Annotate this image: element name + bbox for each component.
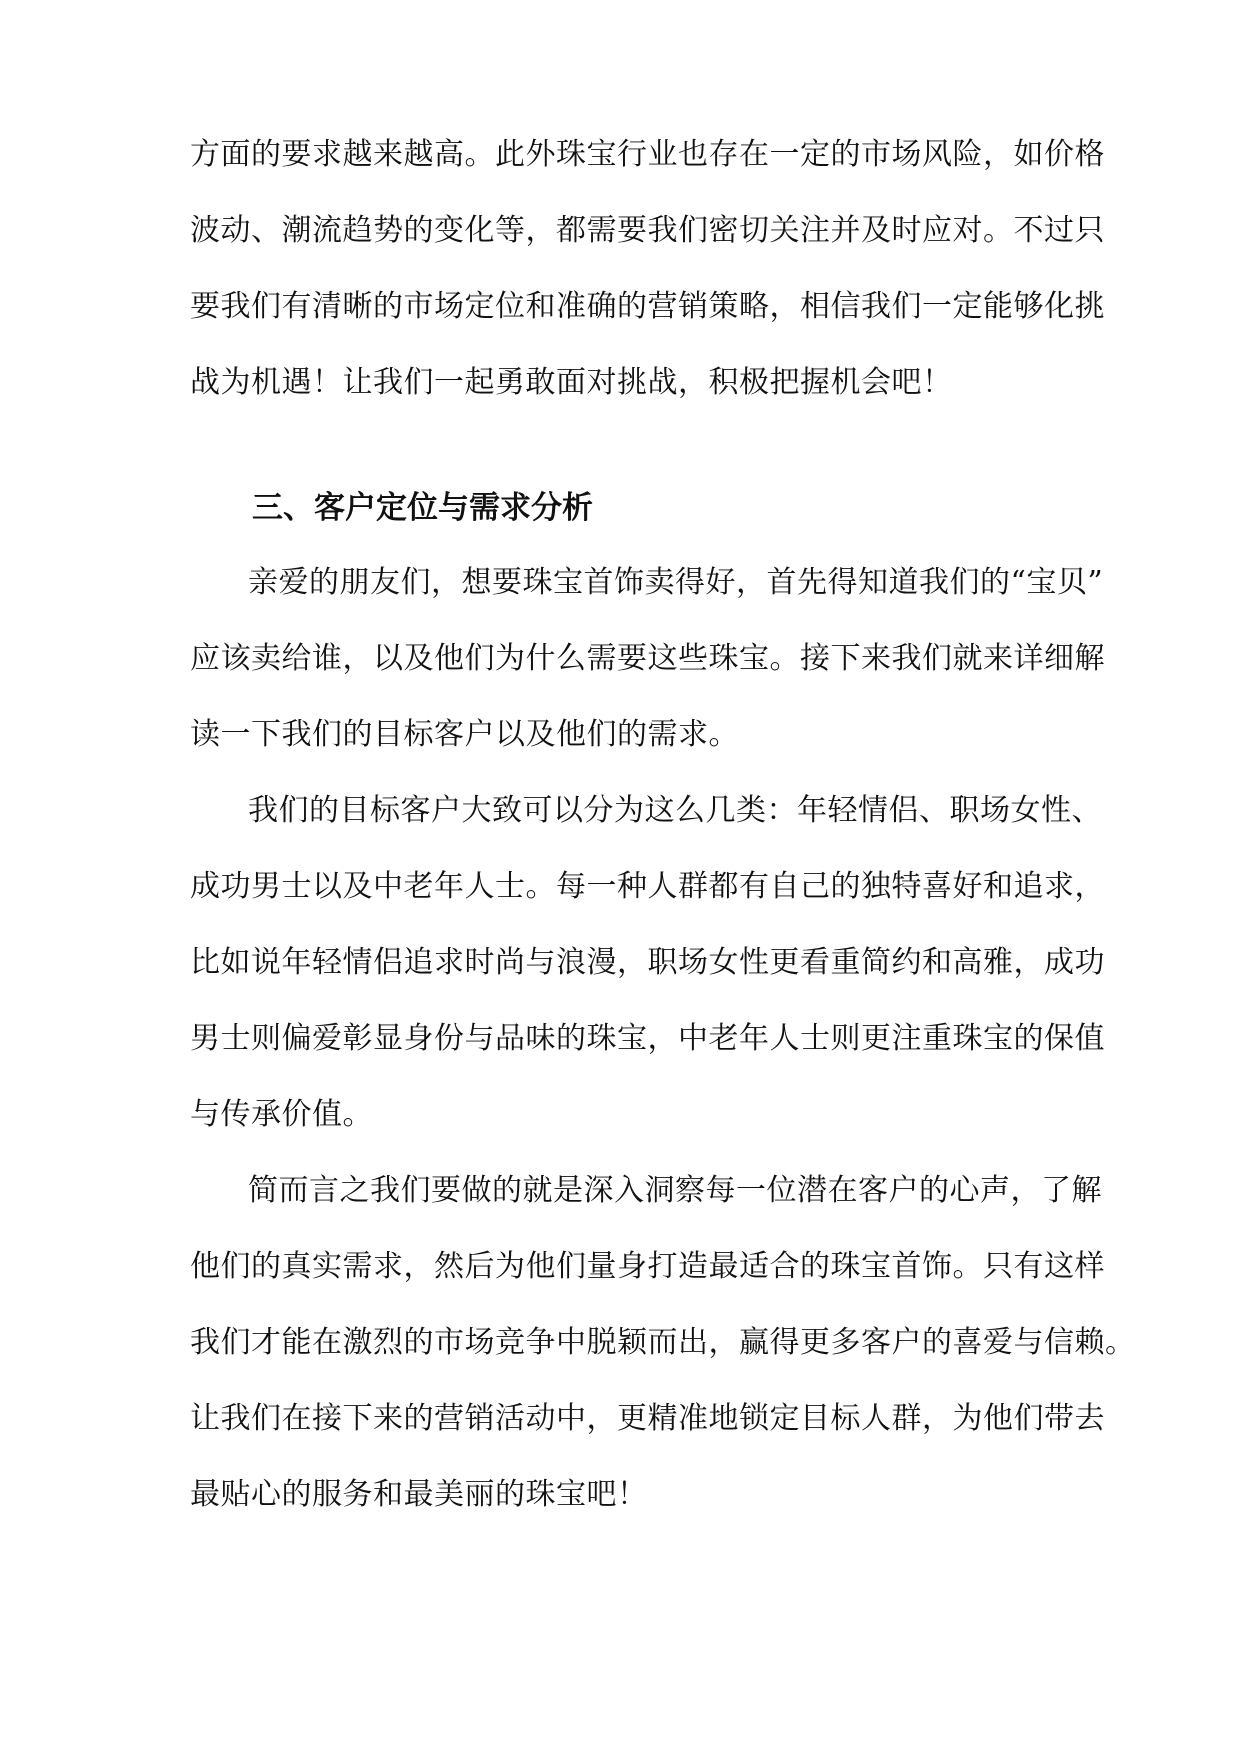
body-text-line: 我们的目标客户大致可以分为这么几类：年轻情侣、职场女性、: [248, 793, 1102, 828]
body-text-line: 要我们有清晰的市场定位和准确的营销策略，相信我们一定能够化挑: [190, 289, 1105, 324]
body-text-line: 让我们在接下来的营销活动中，更精准地锁定目标人群，为他们带去: [190, 1401, 1105, 1436]
body-text-line: 方面的要求越来越高。此外珠宝行业也存在一定的市场风险，如价格: [190, 137, 1105, 172]
body-text-line: 他们的真实需求，然后为他们量身打造最适合的珠宝首饰。只有这样: [190, 1249, 1105, 1284]
body-text-line: 男士则偏爱彰显身份与品味的珠宝，中老年人士则更注重珠宝的保值: [190, 1021, 1105, 1056]
body-text-line: 波动、潮流趋势的变化等，都需要我们密切关注并及时应对。不过只: [190, 213, 1105, 248]
body-text-line: 读一下我们的目标客户以及他们的需求。: [190, 717, 739, 752]
body-text-line: 战为机遇！让我们一起勇敢面对挑战，积极把握机会吧！: [190, 365, 953, 400]
body-text-line: 我们才能在激烈的市场竞争中脱颖而出，赢得更多客户的喜爱与信赖。: [190, 1325, 1136, 1360]
body-text-line: 应该卖给谁，以及他们为什么需要这些珠宝。接下来我们就来详细解: [190, 641, 1105, 676]
body-text-line: 最贴心的服务和最美丽的珠宝吧！: [190, 1477, 648, 1512]
body-text-line: 亲爱的朋友们，想要珠宝首饰卖得好，首先得知道我们的“宝贝”: [248, 565, 1104, 600]
body-text-line: 比如说年轻情侣追求时尚与浪漫，职场女性更看重简约和高雅，成功: [190, 945, 1105, 980]
body-text-line: 简而言之我们要做的就是深入洞察每一位潜在客户的心声，了解: [248, 1173, 1102, 1208]
section-heading: 三、客户定位与需求分析: [252, 490, 593, 526]
body-text-line: 成功男士以及中老年人士。每一种人群都有自己的独特喜好和追求，: [190, 869, 1105, 904]
body-text-line: 与传承价值。: [190, 1097, 373, 1132]
